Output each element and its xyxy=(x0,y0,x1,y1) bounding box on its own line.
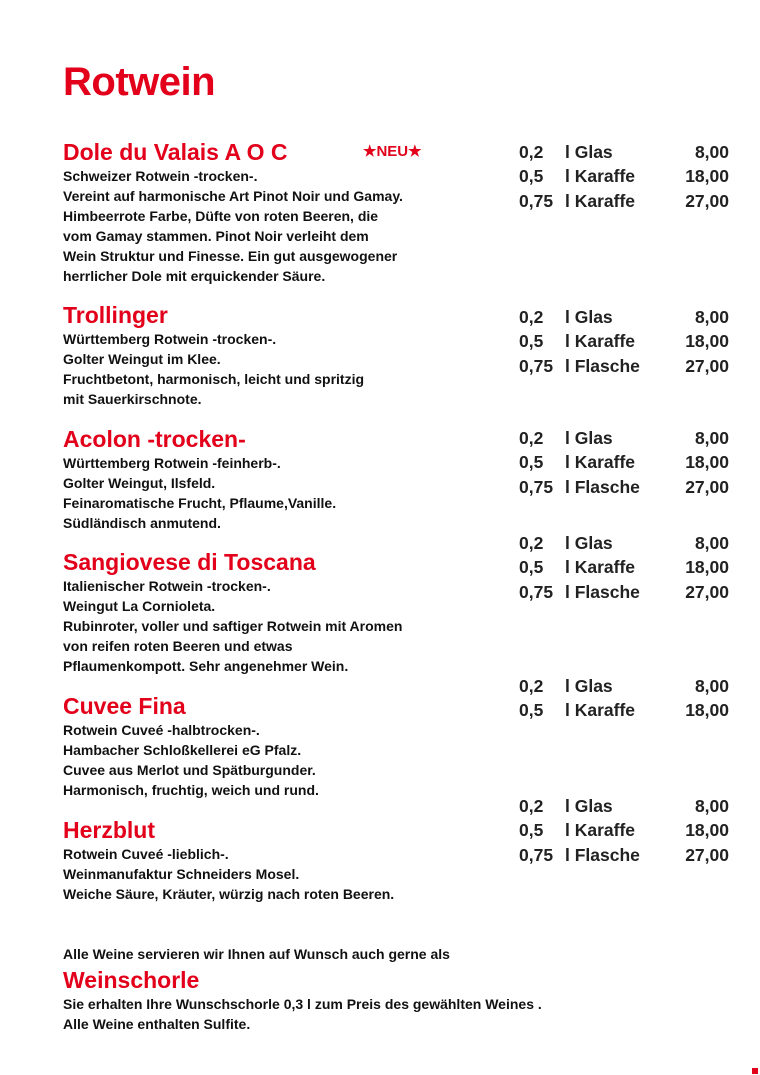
price-size: 0,75 xyxy=(519,190,554,211)
wine-description-line: Golter Weingut, Ilsfeld. xyxy=(63,475,216,491)
price-size: 0,2 xyxy=(519,141,544,162)
price-row xyxy=(519,189,729,214)
price-size: 0,5 xyxy=(519,820,544,841)
price-unit: l Karaffe xyxy=(565,331,636,352)
price-size: 0,75 xyxy=(519,476,554,497)
price-row xyxy=(519,140,729,165)
price-value: 27,00 xyxy=(685,190,729,211)
price-size: 0,2 xyxy=(519,675,544,696)
wine-description-line: Weiche Säure, Kräuter, würzig nach roten Beeren. xyxy=(63,886,395,902)
price-row xyxy=(519,426,729,451)
price-unit: l Glas xyxy=(565,141,613,162)
price-row xyxy=(519,354,729,379)
price-list-trollinger xyxy=(519,305,729,379)
price-size: 0,75 xyxy=(519,844,554,865)
wine-description-line: mit Sauerkirschnote. xyxy=(63,391,202,407)
price-unit: l Glas xyxy=(565,675,613,696)
price-list-sangiovese xyxy=(519,531,729,605)
price-unit: l Karaffe xyxy=(565,452,636,473)
price-row xyxy=(519,843,729,868)
price-list-cuvee-fina xyxy=(519,674,729,723)
price-unit: l Karaffe xyxy=(565,820,636,841)
price-size: 0,75 xyxy=(519,581,554,602)
price-value: 8,00 xyxy=(694,141,729,162)
price-unit: l Karaffe xyxy=(565,190,636,211)
price-unit: l Karaffe xyxy=(565,700,636,721)
price-size: 0,5 xyxy=(519,452,544,473)
wine-description-line: Rotwein Cuveé -lieblich-. xyxy=(63,846,229,862)
price-value: 18,00 xyxy=(685,331,729,352)
wine-description-line: Wein Struktur und Finesse. Ein gut ausgewogener xyxy=(63,248,398,264)
price-value: 8,00 xyxy=(694,306,729,327)
price-size: 0,5 xyxy=(519,331,544,352)
price-value: 18,00 xyxy=(685,820,729,841)
wine-description-line: vom Gamay stammen. Pinot Noir verleiht dem xyxy=(63,228,369,244)
wine-description-line: Weinmanufaktur Schneiders Mosel. xyxy=(63,866,300,882)
wine-description-line: Harmonisch, fruchtig, weich und rund. xyxy=(63,782,319,798)
price-row xyxy=(519,475,729,500)
price-list-herzblut xyxy=(519,794,729,868)
wine-description-line: Fruchtbetont, harmonisch, leicht und spritzig xyxy=(63,371,365,387)
wine-entry-cuvee-fina xyxy=(63,692,503,800)
footer-line: Alle Weine enthalten Sulfite. xyxy=(63,1016,251,1032)
price-value: 8,00 xyxy=(694,675,729,696)
wine-description-line: Italienischer Rotwein -trocken-. xyxy=(63,578,271,594)
footer-intro: Alle Weine servieren wir Ihnen auf Wunsch auch gerne als xyxy=(63,946,450,962)
wine-name: Herzblut xyxy=(63,817,155,843)
price-size: 0,2 xyxy=(519,795,544,816)
price-row xyxy=(519,330,729,355)
price-unit: l Flasche xyxy=(565,844,640,865)
price-value: 27,00 xyxy=(685,476,729,497)
price-row xyxy=(519,305,729,330)
price-size: 0,5 xyxy=(519,557,544,578)
price-size: 0,5 xyxy=(519,700,544,721)
wine-entry-dole xyxy=(63,138,503,286)
price-size: 0,2 xyxy=(519,427,544,448)
price-unit: l Karaffe xyxy=(565,557,636,578)
price-value: 18,00 xyxy=(685,166,729,187)
price-value: 27,00 xyxy=(685,355,729,376)
wine-description-line: herrlicher Dole mit erquickender Säure. xyxy=(63,268,326,284)
price-row xyxy=(519,165,729,190)
wine-name: Dole du Valais A O C xyxy=(63,139,288,165)
price-unit: l Glas xyxy=(565,306,613,327)
wine-description-line: Württemberg Rotwein -feinherb-. xyxy=(63,455,281,471)
wine-description-line: Pflaumenkompott. Sehr angenehmer Wein. xyxy=(63,658,349,674)
price-row xyxy=(519,451,729,476)
price-row xyxy=(519,531,729,556)
price-value: 27,00 xyxy=(685,581,729,602)
price-unit: l Glas xyxy=(565,427,613,448)
price-row xyxy=(519,556,729,581)
footer-note xyxy=(63,944,723,1034)
wine-description-line: Rotwein Cuveé -halbtrocken-. xyxy=(63,722,260,738)
footer-title: Weinschorle xyxy=(63,967,200,993)
price-value: 18,00 xyxy=(685,557,729,578)
price-value: 18,00 xyxy=(685,700,729,721)
price-unit: l Karaffe xyxy=(565,166,636,187)
price-value: 8,00 xyxy=(694,427,729,448)
price-row xyxy=(519,699,729,724)
price-unit: l Flasche xyxy=(565,581,640,602)
wine-description-line: Württemberg Rotwein -trocken-. xyxy=(63,331,277,347)
price-size: 0,2 xyxy=(519,306,544,327)
price-row xyxy=(519,794,729,819)
wine-description-line: Himbeerrote Farbe, Düfte von roten Beeren, die xyxy=(63,208,379,224)
wine-description-line: Weingut La Cornioleta. xyxy=(63,598,216,614)
wine-entry-trollinger xyxy=(63,301,503,409)
price-row xyxy=(519,819,729,844)
price-list-acolon xyxy=(519,426,729,500)
wine-description-line: Feinaromatische Frucht, Pflaume,Vanille. xyxy=(63,495,337,511)
wine-description-line: Vereint auf harmonische Art Pinot Noir und Gamay. xyxy=(63,188,403,204)
wine-description-line: Südländisch anmutend. xyxy=(63,515,221,531)
corner-mark xyxy=(752,1068,758,1074)
price-value: 8,00 xyxy=(694,532,729,553)
price-value: 18,00 xyxy=(685,452,729,473)
wine-description-line: Hambacher Schloßkellerei eG Pfalz. xyxy=(63,742,302,758)
wine-name: Sangiovese di Toscana xyxy=(63,549,316,575)
price-value: 27,00 xyxy=(685,844,729,865)
price-size: 0,75 xyxy=(519,355,554,376)
wine-description-line: Rubinroter, voller und saftiger Rotwein mit Aromen xyxy=(63,618,403,634)
price-unit: l Glas xyxy=(565,795,613,816)
wine-description-line: Cuvee aus Merlot und Spätburgunder. xyxy=(63,762,316,778)
wine-entry-sangiovese xyxy=(63,548,503,676)
price-list-dole xyxy=(519,140,729,214)
price-unit: l Flasche xyxy=(565,476,640,497)
price-row xyxy=(519,580,729,605)
page-title: Rotwein xyxy=(63,60,216,104)
price-row xyxy=(519,674,729,699)
wine-name: Trollinger xyxy=(63,302,168,328)
wine-entry-acolon xyxy=(63,425,503,533)
footer-line: Sie erhalten Ihre Wunschschorle 0,3 l zum Preis des gewählten Weines . xyxy=(63,996,542,1012)
wine-name: Cuvee Fina xyxy=(63,693,186,719)
price-size: 0,5 xyxy=(519,166,544,187)
wine-name: Acolon -trocken- xyxy=(63,426,246,452)
wine-entry-herzblut xyxy=(63,816,503,904)
price-unit: l Flasche xyxy=(565,355,640,376)
price-size: 0,2 xyxy=(519,532,544,553)
wine-description-line: von reifen roten Beeren und etwas xyxy=(63,638,293,654)
new-badge: ★NEU★ xyxy=(363,143,422,160)
price-unit: l Glas xyxy=(565,532,613,553)
wine-description-line: Golter Weingut im Klee. xyxy=(63,351,221,367)
price-value: 8,00 xyxy=(694,795,729,816)
wine-description-line: Schweizer Rotwein -trocken-. xyxy=(63,168,258,184)
